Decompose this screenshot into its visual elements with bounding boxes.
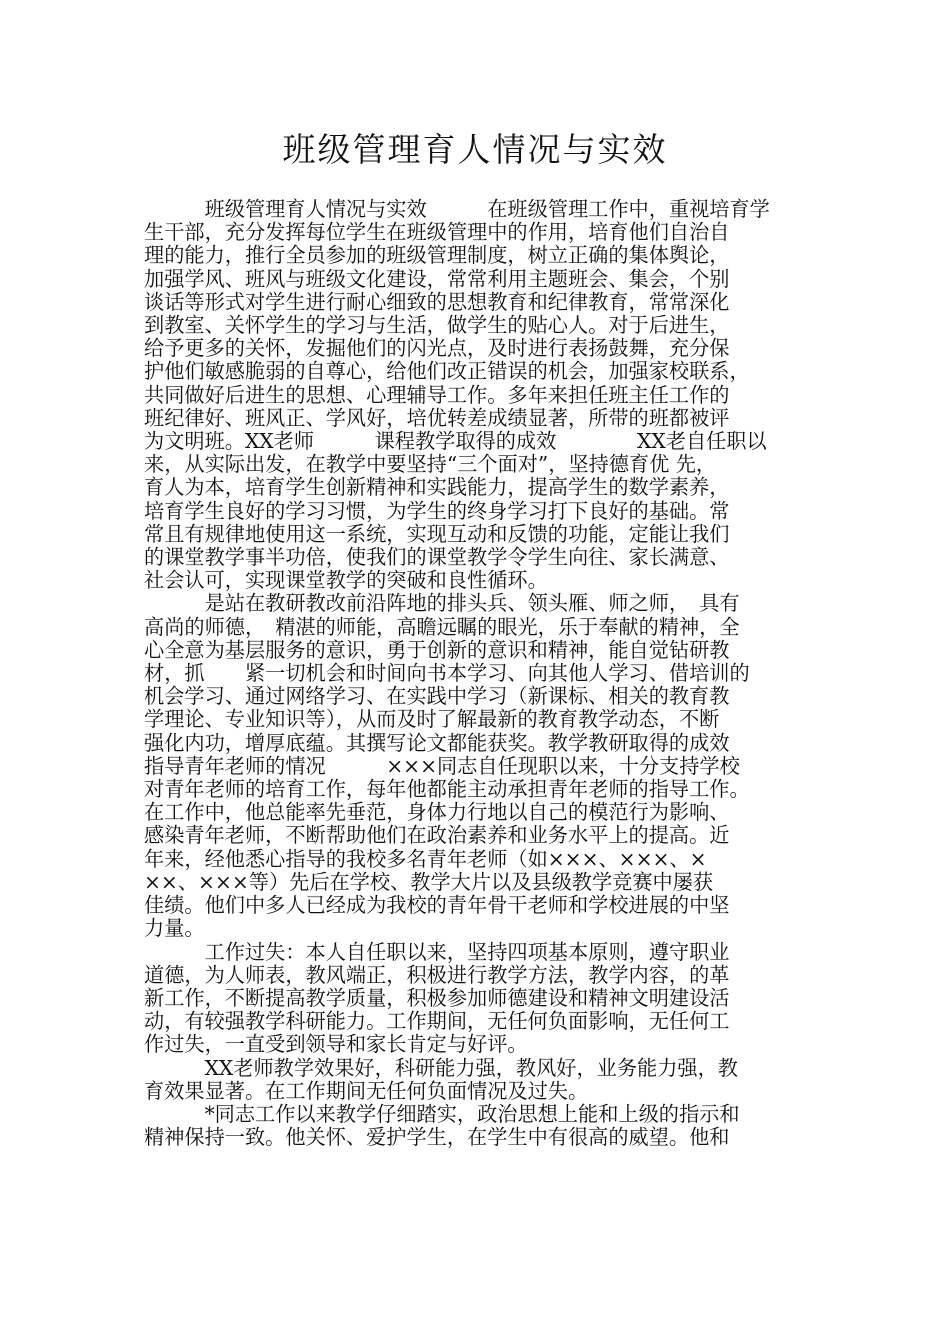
body-line: 材，抓 紧一切机会和时间向书本学习、向其他人学习、借培训的	[144, 661, 750, 686]
body-line: 共同做好后进生的思想、心理辅导工作。多年来担任班主任工作的	[144, 382, 730, 407]
body-line: 来，从实际出发，在教学中要坚持“三个面对”，坚持德育优 先，	[144, 452, 717, 477]
body-line: XX老师教学效果好，科研能力强，教风好，业务能力强，教	[144, 1055, 738, 1080]
body-line: 心全意为基层服务的意识，勇于创新的意识和精神，能自觉钻研教	[144, 637, 730, 662]
body-line: 育效果显著。在工作期间无任何负面情况及过失。	[144, 1078, 589, 1103]
body-line: 常且有规律地使用这一系统，实现互动和反馈的功能，定能让我们	[144, 521, 730, 546]
body-line: 班纪律好、班风正、学风好，培优转差成绩显著，所带的班都被评	[144, 405, 730, 430]
body-line: 力量。	[144, 916, 205, 941]
body-line: 作过失，一直受到领导和家长肯定与好评。	[144, 1032, 528, 1057]
body-line: 理的能力，推行全员参加的班级管理制度，树立正确的集体舆论，	[144, 243, 730, 268]
body-line: ××、×××等）先后在学校、教学大片以及县级教学竞赛中屡获	[144, 869, 714, 894]
body-line: 高尚的师德， 精湛的师能，高瞻远瞩的眼光，乐于奉献的精神，全	[144, 614, 740, 639]
body-line: 在工作中，他总能率先垂范，身体力行地以自己的模范行为影响、	[144, 800, 730, 825]
body-line: 新工作，不断提高教学质量，积极参加师德建设和精神文明建设活	[144, 985, 730, 1010]
body-line: 年来，经他悉心指导的我校多名青年老师（如×××、×××、×	[144, 846, 707, 871]
body-line: 社会认可，实现课堂教学的突破和良性循环。	[144, 568, 548, 593]
body-line: 机会学习、通过网络学习、在实践中学习（新课标、相关的教育教	[144, 684, 730, 709]
body-line: *同志工作以来教学仔细踏实，政治思想上能和上级的指示和	[144, 1101, 740, 1126]
body-line: 给予更多的关怀，发掘他们的闪光点，及时进行表扬鼓舞，充分保	[144, 336, 730, 361]
body-line: 强化内功，增厚底蕴。其撰写论文都能获奖。教学教研取得的成效	[144, 730, 730, 755]
body-line: 学理论、专业知识等），从而及时了解最新的教育教学动态，不断	[144, 707, 720, 732]
body-line: 动，有较强教学科研能力。工作期间，无任何负面影响，无任何工	[144, 1009, 730, 1034]
body-line: 精神保持一致。他关怀、爱护学生，在学生中有很高的威望。他和	[144, 1125, 730, 1150]
body-line: 到教室、关怀学生的学习与生活，做学生的贴心人。对于后进生，	[144, 313, 730, 338]
body-line: 的课堂教学事半功倍，使我们的课堂教学令学生向往、家长满意、	[144, 545, 730, 570]
body-line: 培育学生良好的学习习惯，为学生的终身学习打下良好的基础。常	[144, 498, 730, 523]
body-line: 对青年老师的培育工作，每年他都能主动承担青年老师的指导工作。	[144, 777, 750, 802]
body-line: 佳绩。他们中多人已经成为我校的青年骨干老师和学校进展的中坚	[144, 893, 730, 918]
document-body	[144, 198, 824, 1149]
body-line: 育人为本，培育学生创新精神和实践能力，提高学生的数学素养，	[144, 475, 730, 500]
body-line: 班级管理育人情况与实效 在班级管理工作中，重视培育学	[144, 197, 770, 221]
body-line: 生干部，充分发挥每位学生在班级管理中的作用，培育他们自治自	[144, 220, 730, 245]
document-title: 班级管理育人情况与实效	[282, 130, 668, 169]
body-line: 感染青年老师，不断帮助他们在政治素养和业务水平上的提高。近	[144, 823, 730, 848]
body-line: 道德，为人师表，教风端正，积极进行教学方法，教学内容，的革	[144, 962, 730, 987]
body-line: 为文明班。XX老师 课程教学取得的成效 XX老自任职以	[144, 429, 767, 454]
body-line: 加强学风、班风与班级文化建设，常常利用主题班会、集会，个别	[144, 266, 730, 291]
body-line: 是站在教研教改前沿阵地的排头兵、领头雁、师之师， 具有	[144, 591, 740, 616]
body-line: 谈话等形式对学生进行耐心细致的思想教育和纪律教育，常常深化	[144, 289, 730, 314]
body-line: 护他们敏感脆弱的自尊心，给他们改正错误的机会，加强家校联系，	[144, 359, 750, 384]
body-line: 指导青年老师的情况 ×××同志自任现职以来，十分支持学校	[144, 753, 740, 778]
body-line: 工作过失：本人自任职以来，坚持四项基本原则，遵守职业	[144, 939, 730, 964]
